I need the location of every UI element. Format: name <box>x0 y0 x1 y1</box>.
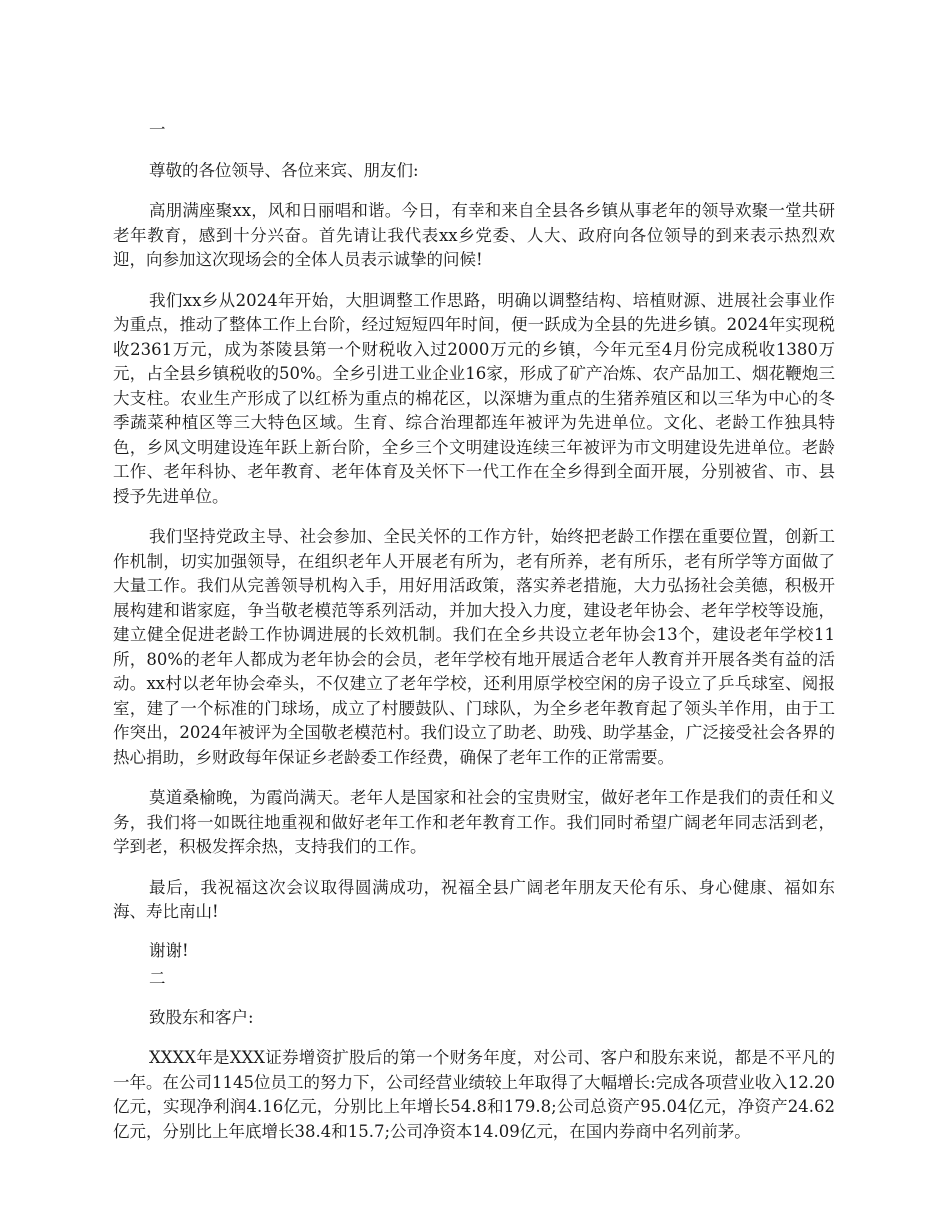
section-1-marker: 一 <box>149 120 166 139</box>
section-1-paragraph-5: 最后，我祝福这次会议取得圆满成功，祝福全县广阔老年朋友天伦有乐、身心健康、福如东海、寿比南山! <box>113 877 835 921</box>
section-1-paragraph-4: 莫道桑榆晚，为霞尚满天。老年人是国家和社会的宝贵财宝，做好老年工作是我们的责任和义务，我们将一如既往地重视和做好老年工作和老年教育工作。我们同时希望广阔老年同志活到老，学到老，积极发挥余热，支持我们的工作。 <box>113 788 835 856</box>
section-1-greeting: 尊敬的各位领导、各位来宾、朋友们: <box>149 160 419 180</box>
section-1-paragraph-1: 高朋满座聚xx，风和日丽唱和谐。今日，有幸和来自全县各乡镇从事老年的领导欢聚一堂共研老年教育，感到十分兴奋。首先请让我代表xx乡党委、人大、政府向各位领导的到来表示热烈欢迎，向参加这次现场会的全体人员表示诚挚的问候! <box>113 201 835 269</box>
section-2-greeting: 致股东和客户: <box>149 1007 254 1027</box>
section-1-closing: 谢谢! <box>149 940 189 960</box>
section-1-paragraph-2: 我们xx乡从2024年开始，大胆调整工作思路，明确以调整结构、培植财源、进展社会事业作为重点，推动了整体工作上台阶，经过短短四年时间，便一跃成为全县的先进乡镇。2024年实现税收2361万元，成为茶陵县第一个财税收入过2000万元的乡镇，今年元至4月份完成税收1380万元，占全县乡镇税收的50%。全乡引进工业企业16家，形成了矿产冶炼、农产品加工、烟花鞭炮三大支柱。农业生产形成了以红桥为重点的棉花区，以深塘为重点的生猪养殖区和以三华为中心的冬季蔬菜种植区等三大特色区域。生育、综合治理都连年被评为先进单位。文化、老龄工作独具特色，乡风文明建设连年跃上新台阶，全乡三个文明建设连续三年被评为市文明建设先进单位。老龄工作、老年科协、老年教育、老年体育及关怀下一代工作在全乡得到全面开展，分别被省、市、县授予先进单位。 <box>113 290 835 506</box>
section-2-marker: 二 <box>149 969 166 988</box>
section-2-paragraph-1: XXXX年是XXX证券增资扩股后的第一个财务年度，对公司、客户和股东来说，都是不平凡的一年。在公司1145位员工的努力下，公司经营业绩较上年取得了大幅增长:完成各项营业收入12.20亿元，实现净利润4.16亿元，分别比上年增长54.8和179.8;公司总资产95.04亿元，净资产24.62亿元，分别比上年底增长38.4和15.7;公司净资本14.09亿元，在国内券商中名列前茅。 <box>113 1048 835 1141</box>
section-1-paragraph-3: 我们坚持党政主导、社会参加、全民关怀的工作方针，始终把老龄工作摆在重要位置，创新工作机制，切实加强领导，在组织老年人开展老有所为，老有所养，老有所乐，老有所学等方面做了大量工作。我们从完善领导机构入手，用好用活政策，落实养老措施，大力弘扬社会美德，积极开展构建和谐家庭，争当敬老模范等系列活动，并加大投入力度，建设老年协会、老年学校等设施，建立健全促进老龄工作协调进展的长效机制。我们在全乡共设立老年协会13个，建设老年学校11所，80%的老年人都成为老年协会的会员，老年学校有地开展适合老年人教育并开展各类有益的活动。xx村以老年协会牵头，不仅建立了老年学校，还利用原学校空闲的房子设立了乒乓球室、阅报室，建了一个标准的门球场，成立了村腰鼓队、门球队，为全乡老年教育起了领头羊作用，由于工作突出，2024年被评为全国敬老模范村。我们设立了助老、助残、助学基金，广泛接受社会各界的热心捐助，乡财政每年保证乡老龄委工作经费，确保了老年工作的正常需要。 <box>113 527 835 767</box>
document-page <box>113 118 835 1144</box>
